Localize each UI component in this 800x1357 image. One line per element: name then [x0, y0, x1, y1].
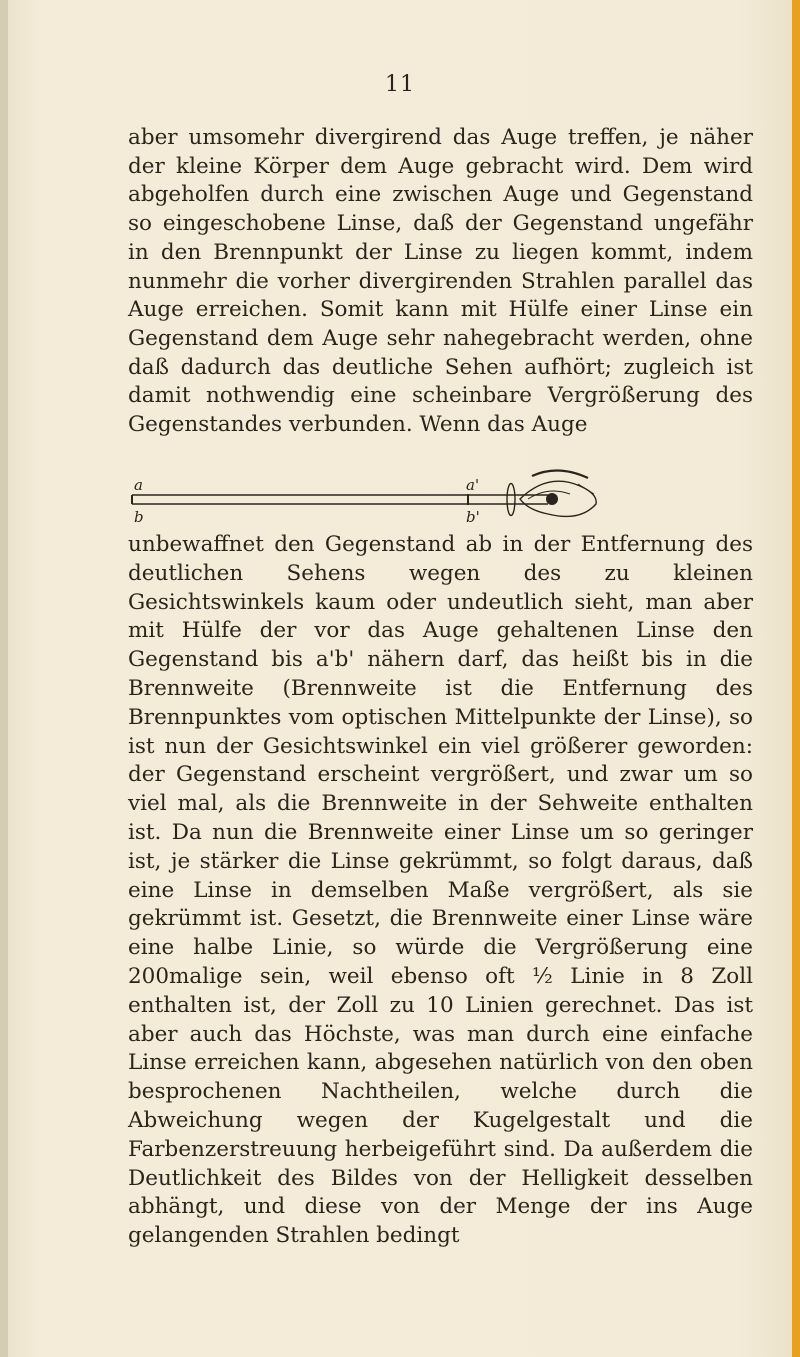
- paragraph-1: aber umsomehr divergirend das Auge treffen, je näher der kleine Körper dem Auge gebracht wird. Dem wird abgeholfen durch eine zwischen Auge und Gegenstand so eingeschobene Linse, daß der Gegenstand ungefähr in den Brennpunkt der Linse zu liegen kommt, indem nunmehr die vorher divergirenden Strahlen parallel das Auge erreichen. Somit kann mit Hülfe einer Linse ein Gegenstand dem Auge sehr nahegebracht werden, ohne daß dadurch das deutliche Sehen aufhört; zugleich ist damit nothwendig eine scheinbare Vergrößerung des Gegenstandes verbunden. Wenn das Auge: [128, 125, 753, 438]
- page-number: 11: [385, 72, 415, 97]
- lens-figure: [128, 438, 753, 528]
- page-left-edge: [0, 0, 8, 1357]
- paragraph-2: unbewaffnet den Gegenstand ab in der Entfernung des deutlichen Sehens wegen des zu kleinen Gesichtswinkels kaum oder undeutlich sieht, man aber mit Hülfe der vor das Auge gehaltenen Linse den Gegenstand bis a'b' nähern darf, das heißt bis in die Brennweite (Brennweite ist die Entfernung des Brennpunktes vom optischen Mittelpunkte der Linse), so ist nun der Gesichtswinkel ein viel größerer geworden: der Gegenstand erscheint vergrößert, und zwar um so viel mal, als die Brennweite in der Sehweite enthalten ist. Da nun die Brennweite einer Linse um so geringer ist, je stärker die Linse gekrümmt, so folgt daraus, daß eine Linse in demselben Maße vergrößert, als sie gekrümmt ist. Gesetzt, die Brennweite einer Linse wäre eine halbe Linie, so würde die Vergrößerung eine 200malige sein, weil ebenso oft ½ Linie in 8 Zoll enthalten ist, der Zoll zu 10 Linien gerechnet. Das ist aber auch das Höchste, was man durch eine einfache Linse erreichen kann, abgesehen natürlich von den oben besprochenen Nachtheilen, welche durch die Abweichung wegen der Kugelgestalt und die Farbenzerstreuung herbeigeführt sind. Da außerdem die Deutlichkeit des Bildes von der Helligkeit desselben abhängt, und diese von der Menge der ins Auge gelangenden Strahlen bedingt: [128, 532, 753, 1249]
- label-a-prime: a': [466, 476, 480, 494]
- lens-diagram: [128, 438, 753, 528]
- text-block-upper: [128, 124, 753, 440]
- label-b: b: [134, 508, 144, 526]
- page-right-edge-bar: [792, 0, 800, 1357]
- text-block-lower: [128, 531, 753, 1251]
- eye-icon: [520, 470, 596, 516]
- label-a: a: [134, 476, 143, 494]
- label-b-prime: b': [466, 508, 480, 526]
- lens-shape: [507, 484, 515, 516]
